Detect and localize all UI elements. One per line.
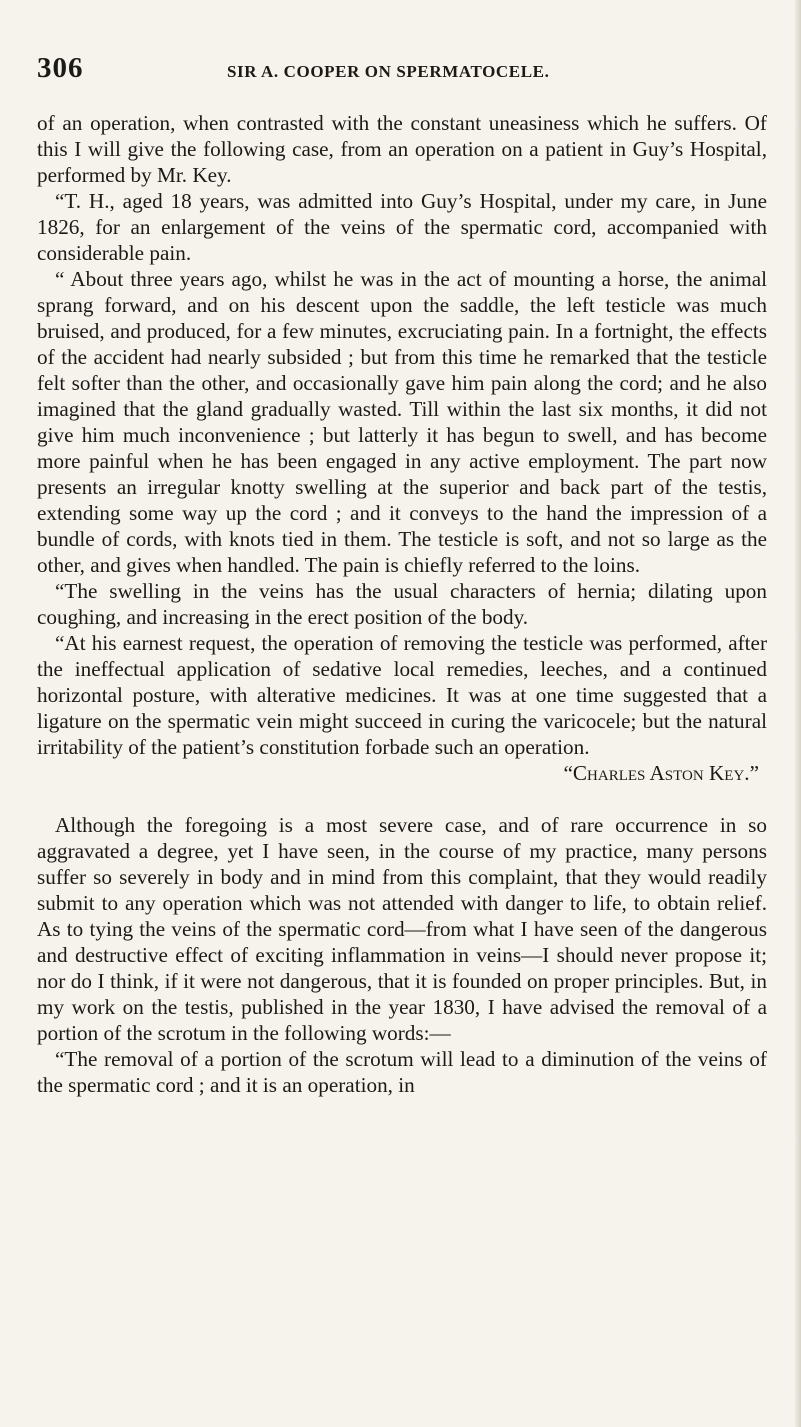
- signature: “Charles Aston Key.”: [563, 761, 759, 785]
- page-body: [37, 110, 767, 1098]
- paragraph-gap: [37, 786, 767, 812]
- paragraph-1: of an operation, when contrasted with the constant uneasiness which he suffers. Of this I will give the following case, from an operation on a patient in Guy’s Hospital, performed by Mr. Key.: [37, 111, 767, 187]
- paragraph-4: “The swelling in the veins has the usual characters of hernia; dilating upon coughing, and increasing in the erect position of the body.: [37, 579, 767, 629]
- paragraph-7: “The removal of a portion of the scrotum will lead to a diminution of the veins of the spermatic cord ; and it is an operation, in: [37, 1047, 767, 1097]
- page-number: 306: [37, 52, 84, 84]
- running-head: SIR A. COOPER ON SPERMATOCELE.: [227, 62, 550, 81]
- book-page: [37, 52, 767, 1098]
- paragraph-5: “At his earnest request, the operation of removing the testicle was performed, after the ineffectual application of sedative local remedies, leeches, and a continued horizontal posture, with alterative medicines. It was at one time suggested that a ligature on the spermatic vein might succeed in curing the varicocele; but the natural irritability of the patient’s constitution forbade such an operation.: [37, 631, 767, 759]
- paragraph-3: “ About three years ago, whilst he was in the act of mounting a horse, the animal sprang forward, and on his descent upon the saddle, the left testicle was much bruised, and produced, for a few minutes, excruciating pain. In a fortnight, the effects of the accident had nearly subsided ; but from this time he remarked that the testicle felt softer than the other, and occasionally gave him pain along the cord; and he also imagined that the gland gradually wasted. Till within the last six months, it did not give him much inconvenience ; but latterly it has begun to swell, and has become more painful when he has been engaged in any active employment. The part now presents an irregular knotty swelling at the superior and back part of the testis, extending some way up the cord ; and it conveys to the hand the impression of a bundle of cords, with knots tied in them. The testicle is soft, and not so large as the other, and gives when handled. The pain is chiefly referred to the loins.: [37, 267, 767, 577]
- page-edge-shadow: [795, 0, 801, 1427]
- paragraph-6: Although the foregoing is a most severe case, and of rare occurrence in so aggravated a degree, yet I have seen, in the course of my practice, many persons suffer so severely in body and in mind from this complaint, that they would readily submit to any operation which was not attended with danger to life, to obtain relief. As to tying the veins of the spermatic cord—from what I have seen of the dangerous and destructive effect of exciting inflammation in veins—I should never propose it; nor do I think, if it were not dangerous, that it is founded on proper principles. But, in my work on the testis, published in the year 1830, I have advised the removal of a portion of the scrotum in the following words:—: [37, 813, 767, 1045]
- paragraph-2: “T. H., aged 18 years, was admitted into Guy’s Hospital, under my care, in June 1826, for an enlargement of the veins of the spermatic cord, accompanied with considerable pain.: [37, 189, 767, 265]
- page-header: [37, 52, 767, 92]
